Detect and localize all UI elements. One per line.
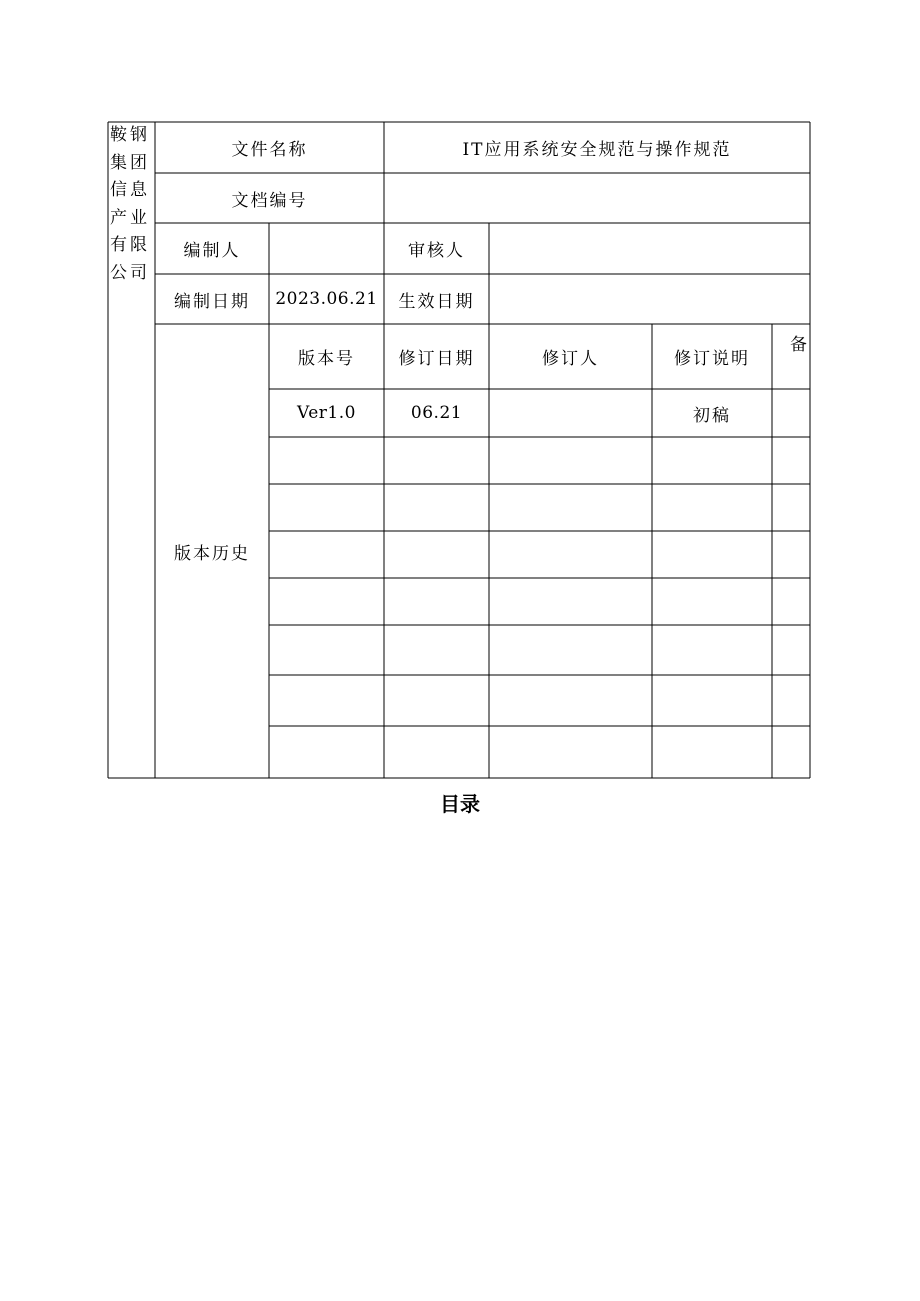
row1-remarks [772,389,810,437]
header-version: 版本号 [298,349,355,369]
compile-date-label: 编制日期 [174,291,250,312]
compile-date-value: 2023.06.21 [275,289,378,309]
doc-number-label: 文档编号 [231,190,308,211]
effective-date-label: 生效日期 [398,291,475,312]
author-label: 编制人 [183,241,241,261]
header-reviser: 修订人 [542,349,599,369]
reviewer-label: 审核人 [408,241,465,261]
organization-name: 鞍钢集团信息产业有限公司 [110,125,150,283]
reviewer-value [489,223,810,274]
row1-version: Ver1.0 [297,403,356,423]
toc-title: 目录 [440,792,480,816]
doc-number-value [384,173,810,223]
row1-note: 初稿 [693,405,731,426]
file-name-value: IT应用系统安全规范与操作规范 [462,140,732,160]
row1-reviser [489,389,652,437]
effective-date-value [489,274,810,324]
version-history-label: 版本历史 [174,543,250,564]
row1-date: 06.21 [410,403,463,423]
header-revision-note: 修订说明 [674,349,750,369]
header-revision-date: 修订日期 [398,349,475,369]
header-remarks: 备 [790,335,807,355]
file-name-label: 文件名称 [231,140,308,160]
author-value [269,223,384,274]
